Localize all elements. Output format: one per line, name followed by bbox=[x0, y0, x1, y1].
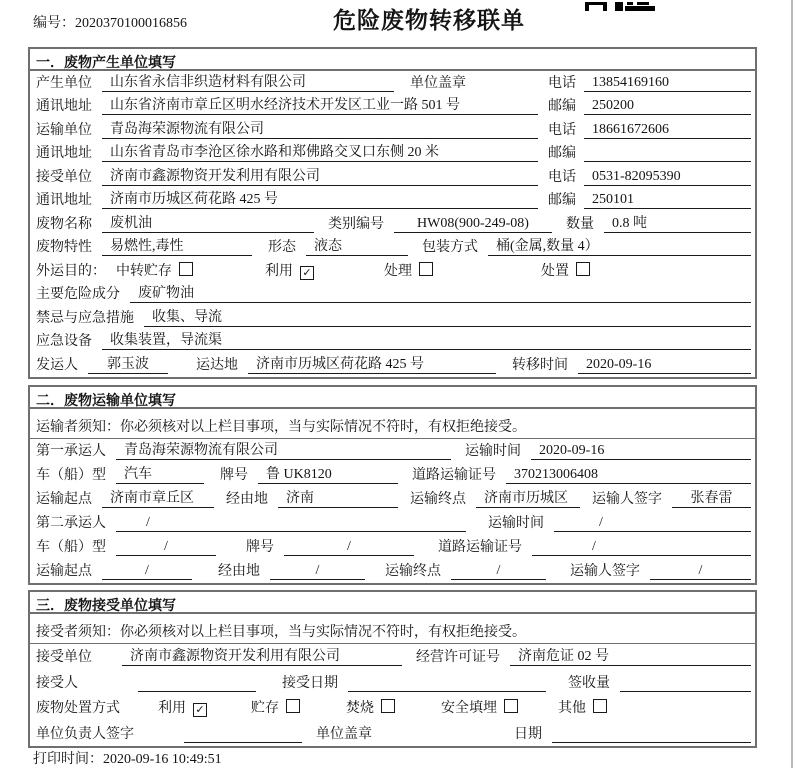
transporter-address-label: 通讯地址 bbox=[36, 146, 92, 161]
row-vehicle1 bbox=[30, 463, 755, 487]
print-time-value: 2020-09-16 10:49:51 bbox=[103, 752, 222, 767]
serial-label: 编号： bbox=[33, 16, 75, 31]
permit1-label: 道路运输证号 bbox=[412, 467, 496, 483]
disposal-option-landfill-label: 安全填埋 bbox=[441, 701, 497, 716]
disposal-option-landfill bbox=[441, 697, 518, 717]
transfer-time-label: 转移时间 bbox=[512, 357, 568, 373]
row-transfer-purpose bbox=[30, 259, 755, 283]
responsible-sign-field bbox=[184, 742, 302, 743]
waste-name-label: 废物名称 bbox=[36, 216, 92, 232]
permit2-label: 道路运输证号 bbox=[438, 539, 522, 555]
disposal-option-other bbox=[558, 697, 607, 717]
carrier1-field: 青岛海荣源物流有限公司 bbox=[116, 439, 451, 460]
producer-zip-field: 250200 bbox=[584, 98, 751, 115]
carrier2-field: / bbox=[116, 515, 466, 532]
transporter-phone-field: 18661672606 bbox=[584, 122, 751, 139]
acceptor-label: 接受人 bbox=[36, 675, 78, 691]
page-edge-divider bbox=[791, 0, 793, 768]
transporter-phone-label: 电话 bbox=[548, 122, 576, 138]
producer-phone-label: 电话 bbox=[548, 75, 576, 91]
disposal-option-burn bbox=[346, 697, 395, 717]
transporter-address-field: 山东省青岛市李沧区徐水路和郑佛路交叉口东侧 20 米 bbox=[102, 141, 538, 162]
section3-title: 三．废物接受单位填写 bbox=[30, 592, 755, 614]
carrier1-label: 第一承运人 bbox=[36, 443, 106, 459]
shipper-label: 发运人 bbox=[36, 357, 78, 373]
receiver-address-field: 济南市历城区荷花路 425 号 bbox=[102, 188, 538, 209]
taboo-field: 收集、导流 bbox=[144, 306, 751, 327]
acceptor-field bbox=[138, 691, 256, 692]
end1-label: 运输终点 bbox=[410, 491, 466, 507]
row-producer bbox=[30, 71, 755, 95]
hazard-field: 废矿物油 bbox=[130, 282, 751, 303]
sign2-label: 运输人签字 bbox=[570, 563, 640, 579]
producer-name-field: 山东省永信非织造材料有限公司 bbox=[102, 71, 394, 92]
accept-unit-label: 接受单位 bbox=[36, 650, 92, 665]
row-waste-traits bbox=[30, 236, 755, 260]
disposal-landfill-checkbox bbox=[504, 699, 518, 713]
row-waste-name bbox=[30, 212, 755, 236]
origin1-label: 运输起点 bbox=[36, 491, 92, 507]
carrier1-time-label: 运输时间 bbox=[465, 443, 521, 459]
waste-traits-field: 易燃性,毒性 bbox=[102, 235, 252, 256]
receiver-phone-label: 电话 bbox=[548, 169, 576, 185]
section1-title: 一．废物产生单位填写 bbox=[30, 49, 755, 71]
carrier2-time-field: / bbox=[554, 515, 751, 532]
accept-amount-field bbox=[620, 691, 751, 692]
accept-amount-label: 签收量 bbox=[568, 675, 610, 691]
taboo-label: 禁忌与应急措施 bbox=[36, 310, 134, 326]
purpose-option-dispose bbox=[541, 260, 590, 280]
carrier2-time-label: 运输时间 bbox=[488, 515, 544, 531]
waste-category-field: HW08(900-249-08) bbox=[394, 216, 552, 233]
disposal-option-use-label: 利用 bbox=[158, 701, 186, 716]
receiver-notice: 接受者须知：你必须核对以上栏目事项，当与实际情况不符时，有权拒绝接受。 bbox=[30, 614, 755, 644]
section2-title: 二．废物运输单位填写 bbox=[30, 387, 755, 409]
row-accept-unit bbox=[30, 644, 755, 670]
disposal-option-burn-label: 焚烧 bbox=[346, 701, 374, 716]
row-taboo bbox=[30, 306, 755, 330]
purpose-option-use-label: 利用 bbox=[265, 263, 293, 279]
carrier1-time-field: 2020-09-16 bbox=[531, 443, 751, 460]
row-equipment bbox=[30, 330, 755, 354]
accept-date-field bbox=[348, 691, 546, 692]
sign1-field: 张春雷 bbox=[672, 487, 751, 508]
purpose-use-checkbox: ✓ bbox=[300, 266, 314, 280]
section-transporter bbox=[28, 385, 757, 585]
end1-field: 济南市历城区 bbox=[476, 487, 580, 508]
transporter-zip-label: 邮编 bbox=[548, 146, 576, 161]
sign-date-field bbox=[552, 742, 751, 743]
row-responsible-sign bbox=[30, 720, 755, 746]
print-time-label: 打印时间： bbox=[33, 752, 103, 767]
responsible-sign-label: 单位负责人签字 bbox=[36, 726, 134, 742]
transfer-form bbox=[28, 47, 757, 748]
unit-seal2-label: 单位盖章 bbox=[316, 726, 372, 742]
transporter-label: 运输单位 bbox=[36, 122, 92, 138]
page-title: 危险废物转移联单 bbox=[333, 8, 525, 33]
waste-qty-label: 数量 bbox=[566, 216, 594, 232]
destination-label: 运达地 bbox=[196, 357, 238, 373]
origin2-label: 运输起点 bbox=[36, 563, 92, 579]
receiver-zip-field: 250101 bbox=[584, 192, 751, 209]
row-disposal-method bbox=[30, 695, 755, 721]
purpose-option-storage bbox=[116, 260, 193, 280]
producer-label: 产生单位 bbox=[36, 75, 92, 91]
receiver-address-label: 通讯地址 bbox=[36, 193, 92, 208]
purpose-treat-checkbox bbox=[419, 262, 433, 276]
waste-name-field: 废机油 bbox=[102, 212, 314, 233]
disposal-option-use bbox=[158, 697, 207, 717]
purpose-option-use bbox=[265, 260, 314, 280]
equipment-field: 收集装置，导流渠 bbox=[102, 329, 751, 350]
purpose-option-treat bbox=[384, 260, 433, 280]
packaging-label: 包装方式 bbox=[422, 240, 478, 255]
sign-date-label: 日期 bbox=[514, 726, 542, 742]
producer-address-label: 通讯地址 bbox=[36, 99, 92, 114]
disposal-label: 废物处置方式 bbox=[36, 701, 120, 716]
destination-field: 济南市历城区荷花路 425 号 bbox=[248, 353, 496, 374]
packaging-field: 桶(金属,数量 4） bbox=[488, 235, 751, 256]
row-carrier2 bbox=[30, 511, 755, 535]
vehicle1-label: 车（船）型 bbox=[36, 467, 106, 483]
vehicle1-field: 汽车 bbox=[116, 463, 204, 484]
disposal-option-storage bbox=[251, 697, 300, 717]
disposal-option-storage-label: 贮存 bbox=[251, 701, 279, 716]
receiver-phone-field: 0531-82095390 bbox=[584, 169, 751, 186]
row-vehicle2 bbox=[30, 535, 755, 559]
disposal-storage-checkbox bbox=[286, 699, 300, 713]
producer-phone-field: 13854169160 bbox=[584, 75, 751, 92]
via2-field: / bbox=[270, 563, 365, 580]
license-field: 济南危证 02 号 bbox=[510, 645, 751, 666]
receiver-name-field: 济南市鑫源物资开发利用有限公司 bbox=[102, 165, 538, 186]
row-transporter-address bbox=[30, 142, 755, 166]
disposal-use-checkbox: ✓ bbox=[193, 703, 207, 717]
qr-code-fragment-icon bbox=[585, 0, 657, 16]
accept-date-label: 接受日期 bbox=[282, 675, 338, 691]
transporter-name-field: 青岛海荣源物流有限公司 bbox=[102, 118, 538, 139]
accept-unit-field: 济南市鑫源物资开发利用有限公司 bbox=[122, 645, 402, 666]
plate1-field: 鲁 UK8120 bbox=[258, 463, 398, 484]
purpose-dispose-checkbox bbox=[576, 262, 590, 276]
unit-seal-label: 单位盖章 bbox=[410, 75, 466, 91]
waste-qty-field: 0.8 吨 bbox=[604, 212, 751, 233]
carrier2-label: 第二承运人 bbox=[36, 515, 106, 531]
equipment-label: 应急设备 bbox=[36, 334, 92, 349]
waste-form-field: 液态 bbox=[306, 235, 408, 256]
disposal-other-checkbox bbox=[593, 699, 607, 713]
waste-traits-label: 废物特性 bbox=[36, 240, 92, 255]
waste-category-label: 类别编号 bbox=[328, 216, 384, 232]
row-hazard bbox=[30, 283, 755, 307]
section-receiver bbox=[28, 590, 757, 748]
disposal-option-other-label: 其他 bbox=[558, 701, 586, 716]
via1-label: 经由地 bbox=[226, 491, 268, 507]
plate1-label: 牌号 bbox=[220, 467, 248, 483]
origin1-field: 济南市章丘区 bbox=[102, 487, 214, 508]
sign1-label: 运输人签字 bbox=[592, 491, 662, 507]
purpose-option-storage-label: 中转贮存 bbox=[116, 263, 172, 279]
print-time bbox=[33, 748, 222, 768]
serial-number bbox=[33, 12, 187, 32]
purpose-label: 外运目的： bbox=[36, 263, 106, 279]
row-route1 bbox=[30, 487, 755, 511]
row-receiver bbox=[30, 165, 755, 189]
row-acceptor bbox=[30, 669, 755, 695]
purpose-storage-checkbox bbox=[179, 262, 193, 276]
row-producer-address bbox=[30, 95, 755, 119]
sign2-field: / bbox=[650, 563, 751, 580]
row-carrier1 bbox=[30, 439, 755, 463]
end2-label: 运输终点 bbox=[385, 563, 441, 579]
plate2-field: / bbox=[284, 539, 414, 556]
receiver-label: 接受单位 bbox=[36, 169, 92, 185]
transporter-notice: 运输者须知：你必须核对以上栏目事项，当与实际情况不符时，有权拒绝接受。 bbox=[30, 409, 755, 439]
purpose-option-dispose-label: 处置 bbox=[541, 263, 569, 279]
hazard-label: 主要危险成分 bbox=[36, 287, 120, 302]
vehicle2-label: 车（船）型 bbox=[36, 539, 106, 555]
origin2-field: / bbox=[102, 563, 192, 580]
shipper-field: 郭玉波 bbox=[88, 353, 168, 374]
via2-label: 经由地 bbox=[218, 563, 260, 579]
serial-value: 2020370100016856 bbox=[75, 16, 187, 31]
end2-field: / bbox=[451, 563, 546, 580]
purpose-option-treat-label: 处理 bbox=[384, 263, 412, 279]
vehicle2-field: / bbox=[116, 539, 216, 556]
permit2-field: / bbox=[532, 539, 751, 556]
row-route2 bbox=[30, 559, 755, 583]
license-label: 经营许可证号 bbox=[416, 650, 500, 665]
plate2-label: 牌号 bbox=[246, 539, 274, 555]
producer-address-field: 山东省济南市章丘区明水经济技术开发区工业一路 501 号 bbox=[102, 94, 538, 115]
via1-field: 济南 bbox=[278, 487, 398, 508]
permit1-field: 370213006408 bbox=[506, 467, 751, 484]
section-producer bbox=[28, 47, 757, 379]
row-transporter bbox=[30, 118, 755, 142]
row-receiver-address bbox=[30, 189, 755, 213]
row-dispatch bbox=[30, 353, 755, 377]
waste-form-label: 形态 bbox=[268, 240, 296, 255]
transfer-time-field: 2020-09-16 bbox=[578, 357, 751, 374]
disposal-burn-checkbox bbox=[381, 699, 395, 713]
receiver-zip-label: 邮编 bbox=[548, 193, 576, 208]
producer-zip-label: 邮编 bbox=[548, 99, 576, 114]
transporter-zip-field bbox=[584, 161, 751, 162]
